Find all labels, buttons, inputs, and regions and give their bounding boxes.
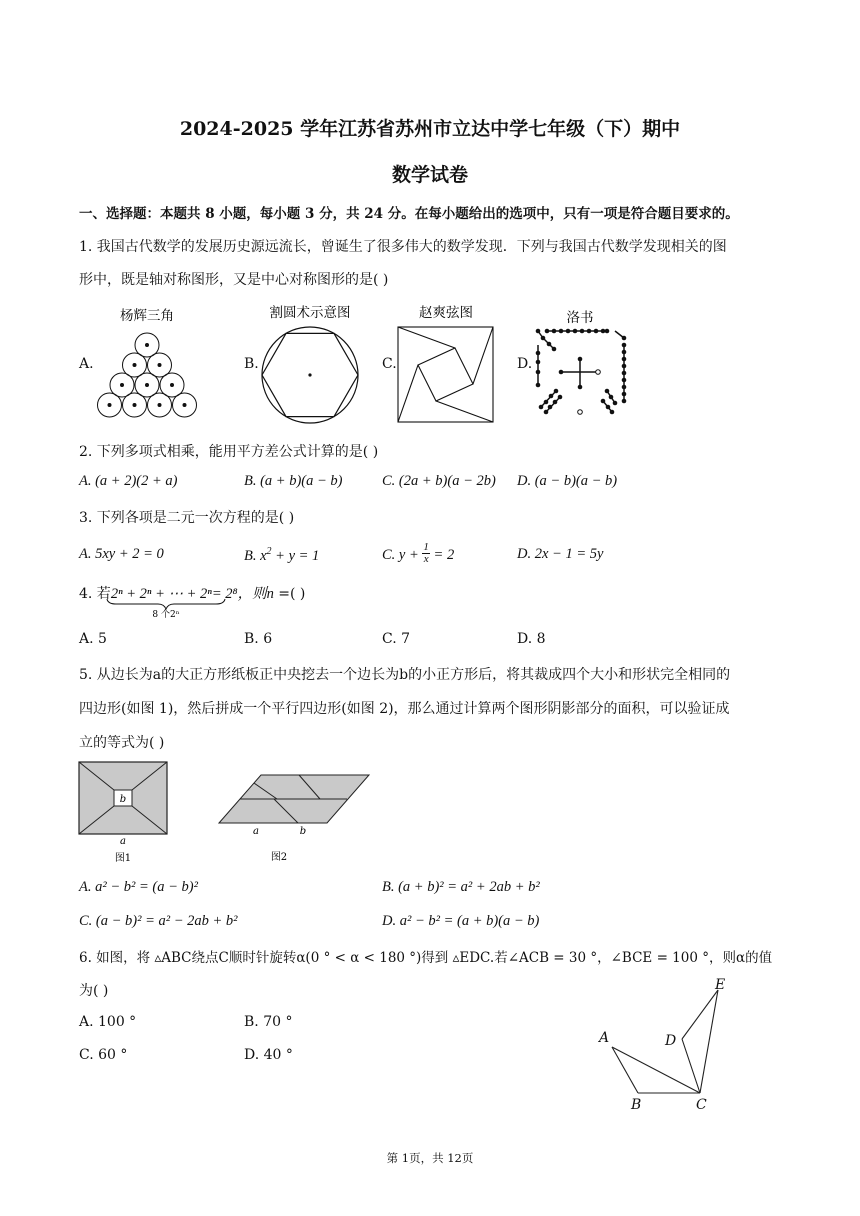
fig1-b-label: b	[119, 794, 127, 805]
q1-caption-a: 杨辉三角	[120, 308, 174, 324]
q1-caption-b: 割圆术示意图	[269, 305, 351, 321]
q6-stem-line2: 为( )	[79, 983, 109, 999]
circle-division-figure	[258, 300, 364, 424]
q4-option-b: B. 6	[244, 631, 273, 647]
q4-brace-label: 8 个2ⁿ	[152, 610, 180, 620]
q3-option-d: D. 2x − 1 = 5y	[517, 546, 604, 562]
point-d-label: D	[665, 1033, 677, 1049]
q4-stem: 4. 若2ⁿ + 2ⁿ + ⋯ + 2ⁿ= 2⁸，则n =( )	[79, 586, 306, 602]
q6-option-d: D. 40 °	[244, 1047, 293, 1063]
q6-option-c: C. 60 °	[79, 1047, 128, 1063]
q2-option-c: C. (2a + b)(a − 2b)	[382, 473, 496, 489]
q4-option-c: C. 7	[382, 631, 411, 647]
q1-option-d-letter: D.	[517, 356, 533, 372]
q4-underbrace	[106, 597, 226, 619]
q5-figure-2	[216, 773, 372, 865]
point-a-label: A	[599, 1030, 610, 1046]
luoshu-figure	[532, 300, 632, 424]
q2-option-a: A. (a + 2)(2 + a)	[79, 473, 178, 489]
fig1-a-label: a	[120, 836, 126, 847]
fraction: $\frac{1}{x}$	[423, 541, 429, 565]
q1-stem-line2: 形中，既是轴对称图形，又是中心对称图形的是( )	[79, 272, 389, 288]
exam-title-line2: 数学试卷	[391, 164, 468, 186]
fig2-caption: 图2	[270, 852, 288, 863]
page-footer: 第 1页，共 12页	[386, 1151, 474, 1165]
q5-stem-line3: 立的等式为( )	[79, 735, 165, 751]
section-heading: 一、选择题：本题共 8 小题，每小题 3 分，共 24 分。在每小题给出的选项中，只有一项是符合题目要求的。	[79, 206, 739, 222]
q5-option-c: C. (a − b)² = a² − 2ab + b²	[79, 913, 238, 929]
q3-option-a: A. 5xy + 2 = 0	[79, 546, 164, 562]
exam-title-line1: 2024-2025 学年江苏省苏州市立达中学七年级（下）期中	[179, 118, 681, 140]
fig2-b-label: b	[299, 826, 307, 837]
point-c-label: C	[696, 1097, 707, 1113]
q3-stem: 3. 下列各项是二元一次方程的是( )	[79, 510, 295, 526]
q6-geometry-figure	[596, 975, 740, 1115]
q1-option-b-letter: B.	[244, 356, 259, 372]
q1-option-c-letter: C.	[382, 356, 397, 372]
zhao-shuang-figure	[396, 300, 496, 424]
q1-option-a-letter: A.	[79, 356, 94, 372]
fig1-caption: 图1	[114, 853, 132, 864]
q5-option-d: D. a² − b² = (a + b)(a − b)	[382, 913, 540, 929]
q3-option-c: C. y + $\frac{1}{x}$ = 2	[382, 541, 455, 565]
q2-option-d: D. (a − b)(a − b)	[517, 473, 618, 489]
yanghui-triangle-figure	[94, 303, 200, 423]
q4-option-a: A. 5	[79, 631, 107, 647]
point-b-label: B	[631, 1097, 642, 1113]
q2-option-b: B. (a + b)(a − b)	[244, 473, 343, 489]
q5-stem-line1: 5. 从边长为a的大正方形纸板正中央挖去一个边长为b的小正方形后，将其裁成四个大小和形状完全相同的	[79, 667, 731, 683]
q6-option-a: A. 100 °	[79, 1014, 137, 1030]
q5-figure-1	[78, 761, 170, 865]
fig2-a-label: a	[253, 826, 259, 837]
q5-option-b: B. (a + b)² = a² + 2ab + b²	[382, 879, 540, 895]
q3-option-b: B. $x^2 + y = 1$	[244, 546, 320, 564]
q2-stem: 2. 下列多项式相乘，能用平方差公式计算的是( )	[79, 444, 379, 460]
q6-stem-line1: 6. 如图，将 ▵ABC绕点C顺时针旋转α(0 ° < α < 180 °)得到 ▵EDC.若∠ACB = 30 °，∠BCE = 100 °，则α的值	[79, 950, 773, 966]
q4-option-d: D. 8	[517, 631, 546, 647]
point-e-label: E	[715, 977, 726, 993]
q1-stem-line1: 1. 我国古代数学的发展历史源远流长，曾诞生了很多伟大的数学发现．下列与我国古代数学发现相关的图	[79, 239, 727, 255]
q1-caption-d: 洛书	[566, 310, 594, 326]
q5-stem-line2: 四边形(如图 1)，然后拼成一个平行四边形(如图 2)，那么通过计算两个图形阴影部分的面积，可以验证成	[79, 701, 730, 717]
q5-option-a: A. a² − b² = (a − b)²	[79, 879, 198, 895]
q6-option-b: B. 70 °	[244, 1014, 293, 1030]
q1-caption-c: 赵爽弦图	[419, 305, 473, 321]
